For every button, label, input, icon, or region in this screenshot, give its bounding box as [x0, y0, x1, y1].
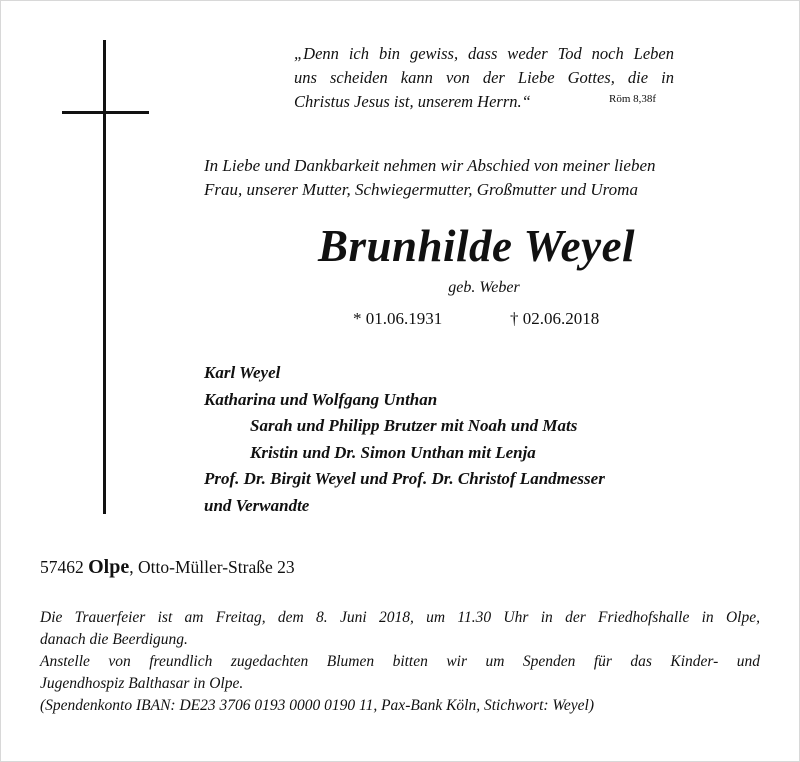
quote-line: Christus Jesus ist, unserem Herrn.“: [294, 92, 531, 111]
notice-line: (Spendenkonto IBAN: DE23 3706 0193 0000 0190 11, Pax-Bank Köln, Stichwort: Weyel): [40, 697, 595, 714]
death-date: † 02.06.2018: [510, 309, 600, 328]
intro-text: [204, 154, 764, 202]
intro-line: Frau, unserer Mutter, Schwiegermutter, Großmutter und Uroma: [204, 180, 638, 199]
mourner: Kristin und Dr. Simon Unthan mit Lenja: [250, 442, 536, 462]
notice-line: Die Trauerfeier ist am Freitag, dem 8. Juni 2018, um 11.30 Uhr in der Friedhofshalle in Olpe,: [40, 609, 760, 626]
mourner: und Verwandte: [204, 495, 310, 515]
address: [40, 556, 295, 579]
deceased-name: Brunhilde Weyel: [317, 221, 636, 271]
mourners-list: [204, 360, 764, 519]
notice-line: danach die Beerdigung.: [40, 631, 188, 648]
quote-line: uns scheiden kann von der Liebe Gottes, die in: [294, 68, 674, 87]
address-postcode: 57462: [40, 557, 84, 577]
maiden-name: geb. Weber: [448, 279, 520, 296]
mourner: Katharina und Wolfgang Unthan: [204, 389, 438, 409]
mourner: Prof. Dr. Birgit Weyel und Prof. Dr. Christof Landmesser: [204, 469, 605, 488]
funeral-notice: [40, 607, 760, 717]
birth-date: * 01.06.1931: [353, 309, 443, 328]
address-street: , Otto-Müller-Straße 23: [129, 557, 295, 577]
mourner: Karl Weyel: [204, 363, 281, 382]
notice-line: Anstelle von freundlich zugedachten Blumen bitten wir um Spenden für das Kinder- und: [40, 653, 760, 670]
address-city: Olpe: [88, 556, 130, 578]
quote-line: „Denn ich bin gewiss, dass weder Tod noch Leben: [294, 44, 674, 63]
cross-icon-bar: [62, 111, 149, 114]
quote-reference: Röm 8,38f: [609, 93, 657, 105]
intro-line: In Liebe und Dankbarkeit nehmen wir Abschied von meiner lieben: [204, 156, 656, 175]
notice-line: Jugendhospiz Balthasar in Olpe.: [40, 675, 244, 692]
mourner: Sarah und Philipp Brutzer mit Noah und Mats: [250, 416, 578, 435]
